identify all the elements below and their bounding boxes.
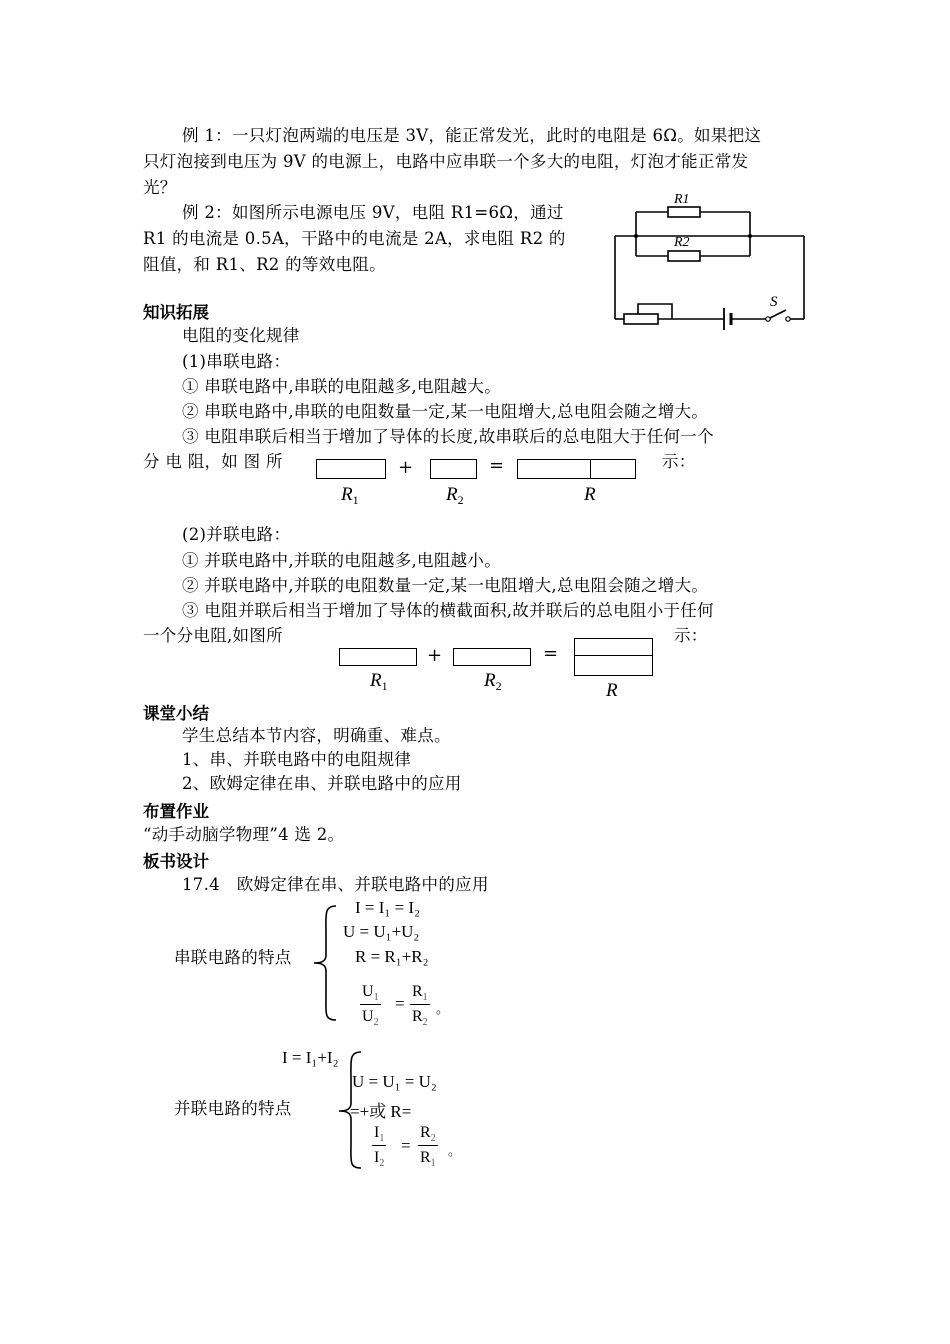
parallel-frac-i: $\frac{I_1}{I_2}$ xyxy=(374,1124,385,1170)
example1-line2: 只灯泡接到电压为 9V 的电源上，电路中应串联一个多大的电阻，灯泡才能正常发 xyxy=(143,152,749,171)
series-title: (1)串联电路： xyxy=(182,352,291,371)
example1-line3: 光？ xyxy=(143,178,177,197)
series-frac-equals: = xyxy=(395,994,405,1013)
parallel-resistor-total xyxy=(574,638,653,676)
homework-line-1: “动手动脑学物理”4 选 2。 xyxy=(143,825,345,844)
circuit-label-s: S xyxy=(770,294,778,310)
series-end-mark: 。 xyxy=(436,1001,450,1016)
knowledge-subtitle: 电阻的变化规律 xyxy=(182,326,300,345)
parallel-rule-3-cont: 一个分电阻,如图所 xyxy=(143,626,283,645)
series-rule-3-end: 示： xyxy=(662,452,696,471)
series-resistor-r2 xyxy=(430,459,477,479)
board-series-label: 串联电路的特点 xyxy=(174,948,292,967)
parallel-label-r2: $R_2$ xyxy=(484,670,502,693)
parallel-resistor-r1 xyxy=(339,648,417,666)
parallel-eq-voltage: U = U₁ = U₂ xyxy=(352,1072,437,1091)
parallel-rule-2: ② 并联电路中,并联的电阻数量一定,某一电阻增大,总电阻会随之增大。 xyxy=(182,576,709,595)
parallel-eq-resistance: =+或 R= xyxy=(350,1102,412,1121)
series-rule-3-cont: 分 电 阻，如 图 所 xyxy=(143,452,283,471)
parallel-equals: = xyxy=(543,643,559,664)
series-eq-current: I = I₁ = I₂ xyxy=(355,898,421,917)
example1-line1: 例 1：一只灯泡两端的电压是 3V，能正常发光，此时的电阻是 6Ω。如果把这 xyxy=(182,126,762,145)
series-label-r1: $R_1$ xyxy=(341,484,359,507)
series-label-r: R xyxy=(584,484,596,505)
parallel-frac-r: $\frac{R_2}{R_1}$ xyxy=(420,1124,436,1170)
parallel-rule-1: ① 并联电路中,并联的电阻越多,电阻越小。 xyxy=(182,551,502,570)
example2-line1: 例 2：如图所示电源电压 9V，电阻 R1=6Ω，通过 xyxy=(182,203,564,222)
series-eq-resistance: R = R₁+R₂ xyxy=(355,947,429,966)
series-rule-3: ③ 电阻串联后相当于增加了导体的长度,故串联后的总电阻大于任何一个 xyxy=(182,427,714,446)
parallel-frac-equals: = xyxy=(401,1136,411,1155)
parallel-resistor-r2 xyxy=(453,648,531,666)
parallel-title: (2)并联电路： xyxy=(182,525,291,544)
series-plus: + xyxy=(398,457,414,478)
board-title: 17.4 欧姆定律在串、并联电路中的应用 xyxy=(182,875,489,894)
series-brace-icon xyxy=(310,903,340,1023)
parallel-rule-3: ③ 电阻并联后相当于增加了导体的横截面积,故并联后的总电阻小于任何 xyxy=(182,601,714,620)
summary-line-3: 2、欧姆定律在串、并联电路中的应用 xyxy=(182,774,462,793)
series-rule-1: ① 串联电路中,串联的电阻越多,电阻越大。 xyxy=(182,377,502,396)
series-resistor-total xyxy=(517,459,636,479)
series-eq-voltage: U = U₁+U₂ xyxy=(343,922,420,941)
summary-line-2: 1、串、并联电路中的电阻规律 xyxy=(182,750,412,769)
board-heading: 板书设计 xyxy=(143,852,209,871)
series-frac-r: $\frac{R_1}{R_2}$ xyxy=(412,983,428,1029)
series-frac-u: $\frac{U_1}{U_2}$ xyxy=(362,983,379,1029)
parallel-eq-current: I = I₁+I₂ xyxy=(282,1048,339,1067)
homework-heading: 布置作业 xyxy=(143,802,209,821)
example2-line3: 阻值，和 R1、R2 的等效电阻。 xyxy=(143,255,386,274)
summary-heading: 课堂小结 xyxy=(143,704,209,723)
parallel-label-r1: $R_1$ xyxy=(370,670,388,693)
knowledge-heading: 知识拓展 xyxy=(143,303,209,322)
series-resistor-r1 xyxy=(316,459,386,479)
circuit-label-r2: R2 xyxy=(674,235,690,250)
example2-line2: R1 的电流是 0.5A，干路中的电流是 2A，求电阻 R2 的 xyxy=(143,229,566,248)
circuit-diagram xyxy=(612,186,818,332)
series-rule-2: ② 串联电路中,串联的电阻数量一定,某一电阻增大,总电阻会随之增大。 xyxy=(182,402,709,421)
series-label-r2: $R_2$ xyxy=(446,484,464,507)
parallel-plus: + xyxy=(427,645,443,666)
summary-line-1: 学生总结本节内容，明确重、难点。 xyxy=(182,726,451,745)
parallel-end-mark: 。 xyxy=(448,1143,462,1158)
parallel-label-r: R xyxy=(606,680,618,701)
circuit-label-r1: R1 xyxy=(674,192,690,207)
board-parallel-label: 并联电路的特点 xyxy=(174,1099,292,1118)
parallel-rule-3-end: 示： xyxy=(674,626,708,645)
series-equals: = xyxy=(489,455,505,476)
